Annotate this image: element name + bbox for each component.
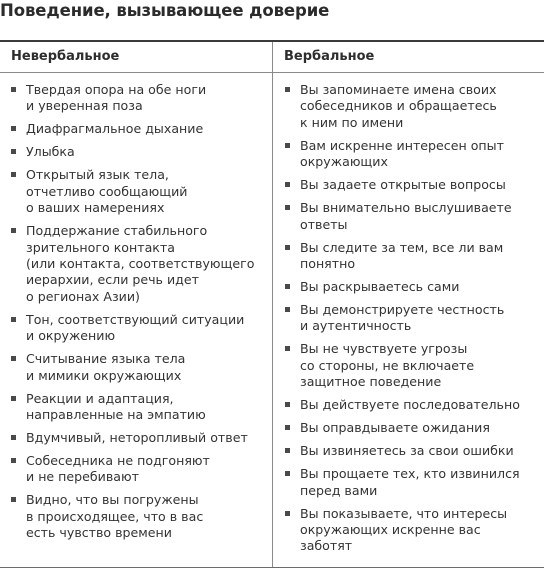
square-bullet-icon	[285, 307, 290, 312]
verbal-list-item	[273, 82, 544, 131]
verbal-item-text: Вы раскрываетесь сами	[300, 279, 460, 295]
verbal-item-text: Вы прощаете тех, кто извинился перед вами	[300, 466, 520, 498]
square-bullet-icon	[285, 284, 290, 289]
verbal-item-text: Вы демонстрируете честность и аутентичность	[300, 302, 505, 334]
square-bullet-icon	[285, 511, 290, 516]
verbal-item-text: Вы задаете открытые вопросы	[300, 177, 506, 193]
verbal-item-text: Вы извиняетесь за свои ошибки	[300, 443, 514, 459]
nonverbal-item-text: Поддержание стабильного зрительного контакта (или контакта, соответствующего иерархии, если речь идет о регионах Азии)	[26, 223, 255, 304]
verbal-list-item	[273, 466, 544, 499]
nonverbal-item-text: Диафрагмальное дыхание	[26, 121, 204, 137]
column-verbal	[273, 73, 544, 567]
verbal-list-item	[273, 279, 544, 295]
verbal-list-item	[273, 420, 544, 436]
nonverbal-item-text: Улыбка	[26, 144, 75, 160]
verbal-list-item	[273, 341, 544, 390]
nonverbal-item-text: Реакции и адаптация, направленные на эмпатию	[26, 390, 206, 423]
nonverbal-list-item	[0, 312, 272, 345]
nonverbal-list-item	[0, 492, 272, 541]
nonverbal-list-item	[0, 82, 272, 115]
verbal-list-item	[273, 200, 544, 233]
square-bullet-icon	[11, 149, 16, 154]
square-bullet-icon	[285, 346, 290, 351]
verbal-item-text: Вы запоминаете имена своих собеседников и обращаетесь к ним по имени	[300, 82, 497, 130]
nonverbal-item-text: Тон, соответствующий ситуации и окружению	[26, 311, 245, 344]
table-body-row	[0, 73, 544, 567]
square-bullet-icon	[11, 172, 16, 177]
nonverbal-list-item	[0, 391, 272, 424]
nonverbal-item-text: Вдумчивый, неторопливый ответ	[26, 430, 248, 446]
square-bullet-icon	[11, 317, 16, 322]
nonverbal-list-item	[0, 223, 272, 305]
verbal-list-item	[273, 397, 544, 413]
square-bullet-icon	[11, 228, 16, 233]
table-header-row	[0, 42, 544, 72]
square-bullet-icon	[11, 396, 16, 401]
nonverbal-item-text: Твердая опора на обе ноги и уверенная поза	[26, 82, 207, 114]
table-bottom-rule	[0, 567, 544, 568]
square-bullet-icon	[285, 143, 290, 148]
page-title: Поведение, вызывающее доверие	[0, 1, 330, 20]
verbal-item-text: Вы внимательно выслушиваете ответы	[300, 200, 512, 232]
square-bullet-icon	[285, 205, 290, 210]
nonverbal-list-item	[0, 430, 272, 446]
verbal-list-item	[273, 302, 544, 335]
verbal-list-item	[273, 177, 544, 193]
nonverbal-item-text: Собеседника не подгоняют и не перебивают	[26, 453, 210, 485]
nonverbal-list	[0, 73, 272, 554]
nonverbal-list-item	[0, 121, 272, 137]
square-bullet-icon	[285, 245, 290, 250]
nonverbal-item-text: Видно, что вы погружены в происходящее, что в вас есть чувство времени	[26, 492, 204, 541]
square-bullet-icon	[11, 497, 16, 502]
verbal-item-text: Вам искренне интересен опыт окружающих	[300, 137, 504, 170]
square-bullet-icon	[11, 356, 16, 361]
nonverbal-item-text: Открытый язык тела, отчетливо сообщающий о ваших намерениях	[26, 167, 188, 216]
verbal-item-text: Вы оправдываете ожидания	[300, 420, 490, 436]
nonverbal-list-item	[0, 167, 272, 216]
column-header-nonverbal: Невербальное	[11, 49, 120, 64]
column-nonverbal	[0, 73, 273, 567]
header-cell-nonverbal	[0, 42, 273, 72]
nonverbal-item-text: Считывание языка тела и мимики окружающих	[26, 351, 186, 383]
verbal-item-text: Вы действуете последовательно	[300, 397, 520, 413]
square-bullet-icon	[11, 87, 16, 92]
square-bullet-icon	[11, 126, 16, 131]
square-bullet-icon	[11, 458, 16, 463]
header-cell-verbal	[273, 42, 544, 72]
square-bullet-icon	[285, 471, 290, 476]
square-bullet-icon	[285, 448, 290, 453]
verbal-list-item	[273, 443, 544, 459]
nonverbal-list-item	[0, 144, 272, 160]
square-bullet-icon	[11, 435, 16, 440]
square-bullet-icon	[285, 87, 290, 92]
verbal-item-text: Вы показываете, что интересы окружающих искренне вас заботят	[300, 505, 508, 554]
square-bullet-icon	[285, 402, 290, 407]
square-bullet-icon	[285, 182, 290, 187]
verbal-list-item	[273, 138, 544, 171]
verbal-item-text: Вы следите за тем, все ли вам понятно	[300, 239, 504, 272]
verbal-list-item	[273, 240, 544, 273]
verbal-list	[273, 73, 544, 567]
square-bullet-icon	[285, 425, 290, 430]
verbal-list-item	[273, 506, 544, 555]
verbal-item-text: Вы не чувствуете угрозы со стороны, не включаете защитное поведение	[300, 341, 475, 390]
nonverbal-list-item	[0, 453, 272, 486]
nonverbal-list-item	[0, 351, 272, 384]
behavior-table	[0, 40, 544, 568]
column-header-verbal: Вербальное	[284, 49, 375, 64]
